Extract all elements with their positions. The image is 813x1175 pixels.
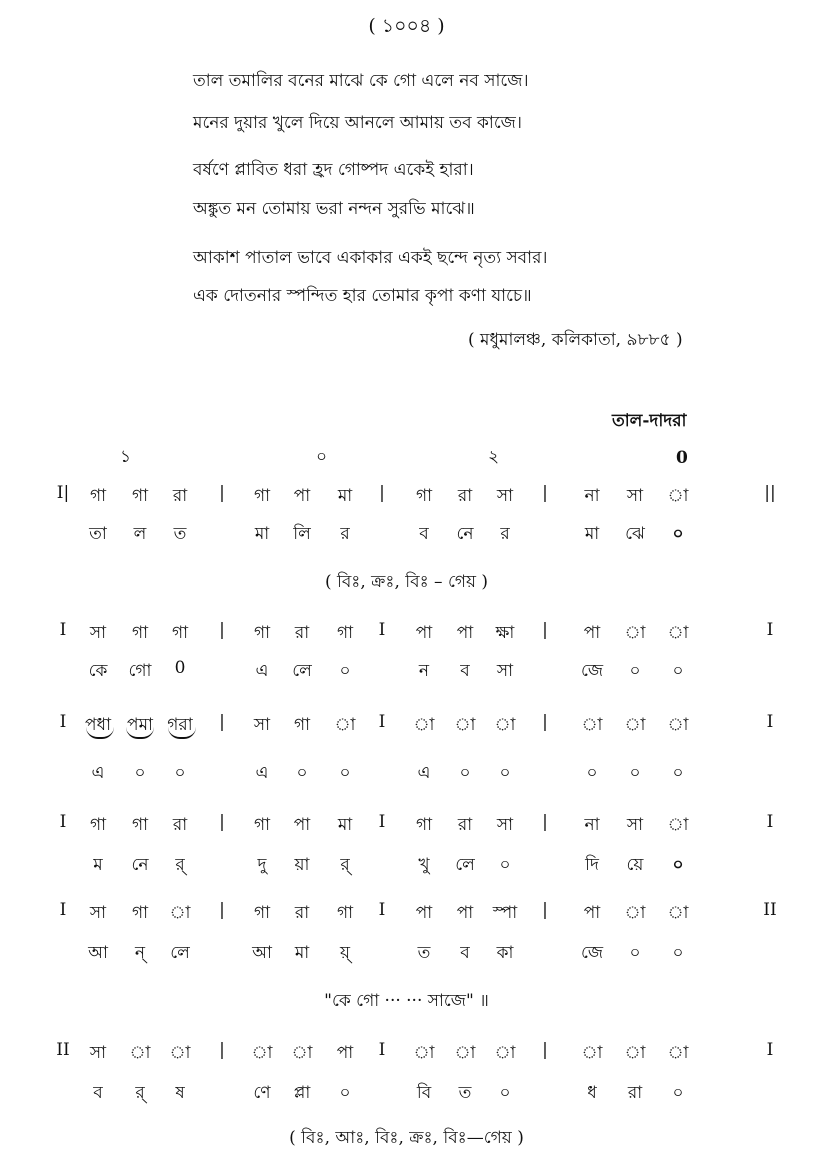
bar-line: |: [219, 900, 225, 920]
note: া: [624, 903, 646, 923]
start-bar: I: [59, 900, 67, 920]
bar-line: |: [542, 1040, 548, 1060]
lyric-syllable: র্: [175, 855, 185, 875]
poem-line-4: অঙ্কুত মন তোমায় ভরা নন্দন সুরভি মাঝে॥: [193, 199, 475, 219]
lyric-syllable: ০: [499, 763, 511, 783]
start-bar: II: [56, 1040, 70, 1060]
lyric-syllable: লি: [293, 524, 311, 544]
note: গা: [293, 715, 311, 735]
lyric-syllable: ০: [339, 1083, 351, 1103]
lyric-syllable: ০: [499, 855, 511, 875]
note: া: [413, 715, 435, 735]
beat-mark-1: ১: [120, 447, 132, 467]
note: পা: [293, 486, 311, 506]
lyric-syllable: ০: [586, 763, 598, 783]
note: রা: [172, 815, 188, 835]
lyric-syllable: ০: [672, 524, 684, 544]
lyric-syllable: লে: [170, 943, 190, 963]
note: া: [667, 623, 689, 643]
note: া: [129, 1043, 151, 1063]
lyric-syllable: প্লা: [293, 1083, 311, 1103]
bar-line: |: [542, 620, 548, 640]
lyric-syllable: য়্: [339, 943, 351, 963]
lyric-syllable: মা: [254, 524, 270, 544]
lyric-syllable: সা: [496, 661, 514, 681]
note: সা: [89, 903, 107, 923]
note-row: [0, 900, 813, 930]
note: ক্ষা: [495, 623, 515, 643]
note: া: [454, 715, 476, 735]
lyric-syllable: ০: [672, 1083, 684, 1103]
note: া: [667, 903, 689, 923]
start-bar: I: [59, 620, 67, 640]
lyric-syllable: ০: [459, 763, 471, 783]
lyric-syllable: ০: [629, 661, 641, 681]
note: সা: [626, 815, 644, 835]
source-citation: ( মধুমালঞ্চ, কলিকাতা, ৯৮৮৫ ): [468, 330, 683, 350]
lyric-syllable: নে: [131, 855, 149, 875]
lyric-row: [0, 658, 813, 688]
bar-line: |: [379, 483, 385, 503]
note: মা: [337, 815, 353, 835]
note: সা: [89, 623, 107, 643]
note: সা: [626, 486, 644, 506]
bar-line: |: [219, 483, 225, 503]
note: া: [494, 715, 516, 735]
note: গা: [415, 815, 433, 835]
lyric-syllable: র: [340, 524, 350, 544]
note: া: [624, 1043, 646, 1063]
note: গা: [89, 486, 107, 506]
note-row: [0, 620, 813, 650]
bar-line: |: [542, 812, 548, 832]
lyric-syllable: জে: [580, 661, 604, 681]
note: রা: [457, 486, 473, 506]
note-row: [0, 712, 813, 742]
beat-mark-2: ০: [316, 447, 328, 467]
note-row: [0, 1040, 813, 1070]
poem-line-3: বর্ষণে প্লাবিত ধরা হ্রদ গোষ্পদ একেই হারা।: [193, 160, 474, 180]
bar-line: |: [542, 900, 548, 920]
bar-line: |: [219, 812, 225, 832]
note: া: [251, 1043, 273, 1063]
end-bar: I: [766, 812, 774, 832]
note: া: [494, 1043, 516, 1063]
lyric-row: [0, 852, 813, 882]
note: স্পা: [492, 903, 518, 923]
lyric-syllable: ০: [339, 763, 351, 783]
lyric-syllable: খু: [418, 855, 430, 875]
bar-line: |: [542, 483, 548, 503]
end-bar: I: [766, 712, 774, 732]
lyric-syllable: ব: [93, 1083, 103, 1103]
lyric-row: [0, 1080, 813, 1110]
lyric-syllable: তা: [89, 524, 107, 544]
lyric-syllable: নে: [456, 524, 474, 544]
note: সা: [496, 815, 514, 835]
note: পা: [293, 815, 311, 835]
lyric-syllable: ০: [629, 763, 641, 783]
lyric-syllable: ০: [339, 661, 351, 681]
note: পমা: [127, 715, 153, 735]
note: গরা: [167, 715, 193, 735]
lyric-syllable: ব: [460, 661, 470, 681]
lyric-syllable: য়ে: [626, 855, 644, 875]
note: া: [624, 715, 646, 735]
note: পা: [583, 623, 601, 643]
note: গা: [253, 815, 271, 835]
note: া: [667, 1043, 689, 1063]
note-row: [0, 483, 813, 513]
lyric-syllable: ম: [93, 855, 103, 875]
bar-line: |: [542, 712, 548, 732]
lyric-syllable: কা: [496, 943, 514, 963]
lyric-syllable: ঝে: [625, 524, 645, 544]
lyric-syllable: জে: [580, 943, 604, 963]
start-bar: I: [59, 712, 67, 732]
end-bar: ||: [764, 483, 776, 503]
lyric-syllable: ব: [460, 943, 470, 963]
lyric-syllable: ন্: [134, 943, 146, 963]
lyric-syllable: ব: [419, 524, 429, 544]
note: সা: [89, 1043, 107, 1063]
bar-line: I: [378, 1040, 386, 1060]
note: া: [581, 715, 603, 735]
note: া: [667, 486, 689, 506]
end-bar: II: [763, 900, 777, 920]
note: রা: [294, 623, 310, 643]
lyric-syllable: ০: [629, 943, 641, 963]
lyric-syllable: ষ: [175, 1083, 185, 1103]
note: া: [169, 903, 191, 923]
lyric-syllable: ০: [499, 1083, 511, 1103]
lyric-syllable: র: [500, 524, 510, 544]
lyric-syllable: গো: [128, 661, 152, 681]
poem-line-2: মনের দুয়ার খুলে দিয়ে আনলে আমায় তব কাজে।: [193, 113, 522, 133]
bar-line: I: [378, 620, 386, 640]
end-bar: I: [766, 620, 774, 640]
lyric-syllable: এ: [91, 763, 105, 783]
lyric-syllable: ০: [672, 661, 684, 681]
note: রা: [457, 815, 473, 835]
note: পধা: [85, 715, 111, 735]
lyric-syllable: কে: [88, 661, 108, 681]
note: গা: [336, 623, 354, 643]
lyric-syllable: আ: [88, 943, 108, 963]
instruction-refrain: "কে গো ··· ··· সাজে" ॥: [324, 991, 489, 1011]
lyric-syllable: লে: [292, 661, 312, 681]
lyric-syllable: লে: [455, 855, 475, 875]
lyric-syllable: ত: [417, 943, 431, 963]
bar-line: |: [219, 620, 225, 640]
poem-line-6: এক দোতনার স্পন্দিত হার তোমার কৃপা কণা যাচে॥: [193, 286, 532, 306]
note: গা: [131, 903, 149, 923]
lyric-row: [0, 940, 813, 970]
lyric-syllable: ধ: [587, 1083, 597, 1103]
note: া: [667, 715, 689, 735]
lyric-syllable: মা: [294, 943, 310, 963]
lyric-syllable: এ: [255, 763, 269, 783]
lyric-syllable: ০: [672, 763, 684, 783]
beat-mark-4: 0: [676, 448, 688, 468]
note: না: [584, 486, 600, 506]
lyric-syllable: ০: [134, 763, 146, 783]
page-number: ( ১০০৪ ): [368, 15, 445, 37]
note: সা: [496, 486, 514, 506]
note: া: [413, 1043, 435, 1063]
bar-line: |: [219, 712, 225, 732]
lyric-syllable: ত: [458, 1083, 472, 1103]
note: া: [624, 623, 646, 643]
note: গা: [171, 623, 189, 643]
bar-line: |: [219, 1040, 225, 1060]
lyric-syllable: র্: [340, 855, 350, 875]
taal-label: তাল-দাদরা: [612, 411, 687, 431]
bar-line: I: [378, 712, 386, 732]
start-bar: I: [59, 812, 67, 832]
instruction-second: ( বিঃ, আঃ, বিঃ, ক্রঃ, বিঃ—গেয় ): [289, 1128, 524, 1148]
note: গা: [253, 486, 271, 506]
bar-line: I: [378, 812, 386, 832]
note: গা: [415, 486, 433, 506]
lyric-syllable: য়া: [294, 855, 310, 875]
note: পা: [456, 903, 474, 923]
note: পা: [415, 623, 433, 643]
note: মা: [337, 486, 353, 506]
note: গা: [336, 903, 354, 923]
note: গা: [89, 815, 107, 835]
poem-line-1: তাল তমালির বনের মাঝে কে গো এলে নব সাজে।: [193, 71, 529, 91]
lyric-syllable: দি: [585, 855, 599, 875]
lyric-syllable: ০: [672, 855, 684, 875]
note: গা: [253, 903, 271, 923]
note: রা: [172, 486, 188, 506]
lyric-syllable: ল: [133, 524, 147, 544]
lyric-syllable: মা: [584, 524, 600, 544]
note: রা: [294, 903, 310, 923]
lyric-row: [0, 521, 813, 551]
lyric-syllable: এ: [255, 661, 269, 681]
lyric-syllable: ০: [174, 763, 186, 783]
note: পা: [336, 1043, 354, 1063]
lyric-syllable: ০: [672, 943, 684, 963]
lyric-syllable: ন: [418, 661, 430, 681]
note: না: [584, 815, 600, 835]
lyric-syllable: ০: [296, 763, 308, 783]
lyric-syllable: র্: [135, 1083, 145, 1103]
note: া: [454, 1043, 476, 1063]
lyric-syllable: বি: [416, 1083, 432, 1103]
note: গা: [131, 815, 149, 835]
note: গা: [131, 486, 149, 506]
note: গা: [253, 623, 271, 643]
poem-line-5: আকাশ পাতাল ভাবে একাকার একই ছন্দে নৃত্য সবার।: [193, 248, 548, 268]
instruction-first: ( বিঃ, ক্রঃ, বিঃ – গেয় ): [324, 572, 489, 592]
note: পা: [456, 623, 474, 643]
lyric-syllable: ত: [173, 524, 187, 544]
bar-line: I: [378, 900, 386, 920]
lyric-syllable: ণে: [253, 1083, 271, 1103]
note: পা: [415, 903, 433, 923]
note: া: [667, 815, 689, 835]
lyric-syllable: 0: [174, 658, 186, 678]
note: া: [581, 1043, 603, 1063]
lyric-row: [0, 760, 813, 790]
note: গা: [131, 623, 149, 643]
lyric-syllable: দু: [257, 855, 267, 875]
beat-mark-3: ২: [488, 447, 500, 467]
note-row: [0, 812, 813, 842]
note: া: [291, 1043, 313, 1063]
lyric-syllable: রা: [627, 1083, 643, 1103]
end-bar: I: [766, 1040, 774, 1060]
lyric-syllable: এ: [417, 763, 431, 783]
note: া: [169, 1043, 191, 1063]
start-bar: I|: [56, 483, 70, 503]
note: া: [334, 715, 356, 735]
note: সা: [253, 715, 271, 735]
lyric-syllable: আ: [252, 943, 272, 963]
note: পা: [583, 903, 601, 923]
